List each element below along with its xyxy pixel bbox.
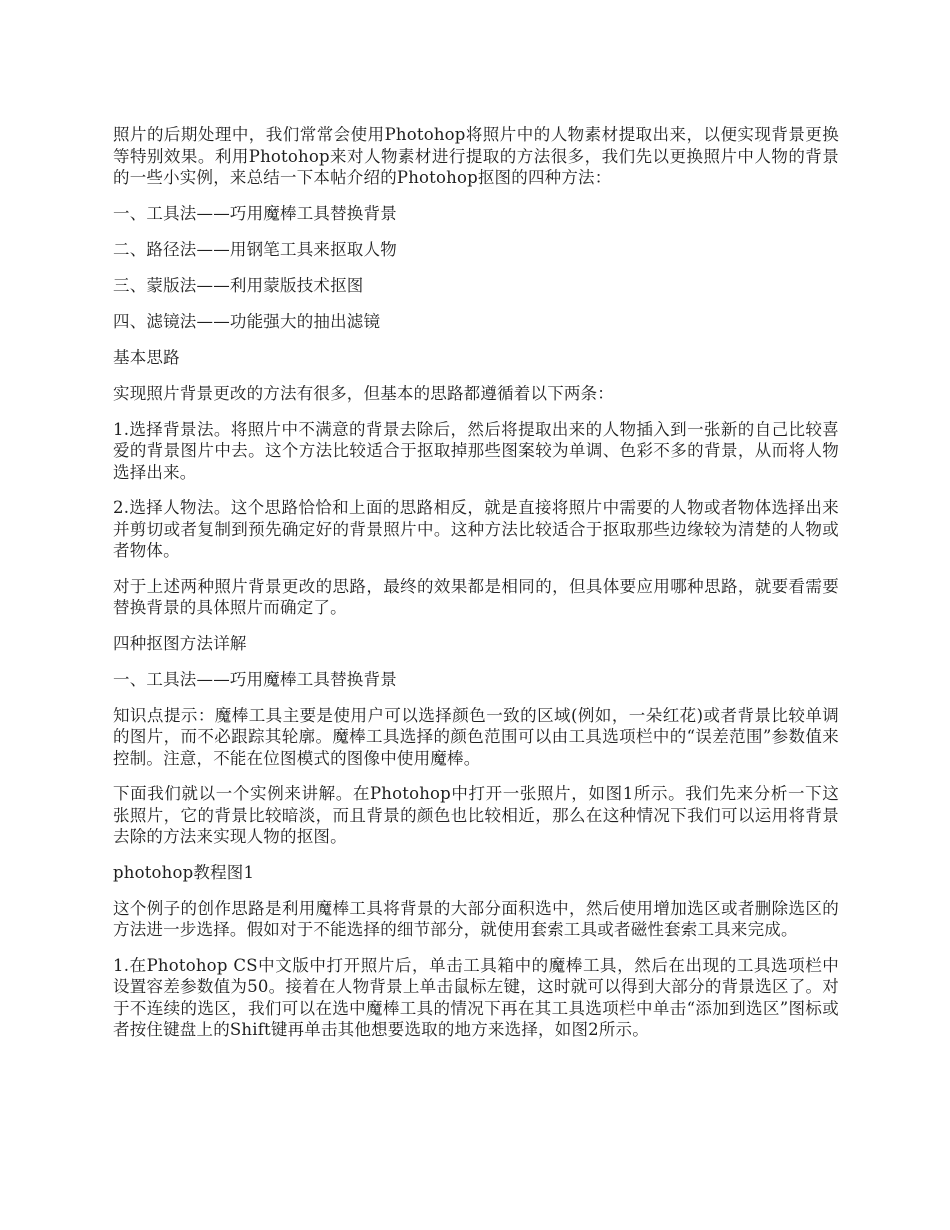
knowledge-tip-paragraph: 知识点提示：魔棒工具主要是使用户可以选择颜色一致的区域(例如，一朵红花)或者背景比较单调的图片，而不必跟踪其轮廓。魔棒工具选择的颜色范围可以由工具选项栏中的“误差范围”参数值来控制。注意，不能在位图模式的图像中使用魔棒。	[113, 705, 839, 768]
section-heading-methods-detail: 四种抠图方法详解	[113, 633, 247, 653]
subsection-heading-tool-method: 一、工具法——巧用魔棒工具替换背景	[113, 669, 397, 689]
select-person-paragraph: 2.选择人物法。这个思路恰恰和上面的思路相反，就是直接将照片中需要的人物或者物体选择出来并剪切或者复制到预先确定好的背景照片中。这种方法比较适合于抠取那些边缘较为清楚的人物或者物体。	[113, 498, 839, 560]
document-body	[113, 124, 839, 1055]
figure-caption: photohop教程图1	[113, 862, 255, 882]
example-intro-paragraph: 下面我们就以一个实例来讲解。在Photohop中打开一张照片，如图1所示。我们先来分析一下这张照片，它的背景比较暗淡，而且背景的颜色也比较相近，那么在这种情况下我们可以运用将背景去除的方法来实现人物的抠图。	[113, 784, 839, 846]
method-four-item: 四、滤镜法——功能强大的抽出滤镜	[113, 311, 381, 331]
section-heading-basic-idea: 基本思路	[113, 347, 180, 367]
creative-idea-paragraph: 这个例子的创作思路是利用魔棒工具将背景的大部分面积选中，然后使用增加选区或者删除选区的方法进一步选择。假如对于不能选择的细节部分，就使用套索工具或者磁性套索工具来完成。	[113, 898, 839, 939]
method-one-item: 一、工具法——巧用魔棒工具替换背景	[113, 203, 397, 223]
step-one-paragraph: 1.在Photohop CS中文版中打开照片后，单击工具箱中的魔棒工具，然后在出现的工具选项栏中设置容差参数值为50。接着在人物背景上单击鼠标左键，这时就可以得到大部分的背景选区了。对于不连续的选区，我们可以在选中魔棒工具的情况下再在其工具选项栏中单击“添加到选区”图标或者按住键盘上的Shift键再单击其他想要选取的地方来选择，如图2所示。	[113, 955, 839, 1039]
method-three-item: 三、蒙版法——利用蒙版技术抠图	[113, 275, 364, 295]
select-background-paragraph: 1.选择背景法。将照片中不满意的背景去除后，然后将提取出来的人物插入到一张新的自己比较喜爱的背景图片中去。这个方法比较适合于抠取掉那些图案较为单调、色彩不多的背景，从而将人物选择出来。	[113, 419, 839, 482]
method-two-item: 二、路径法——用钢笔工具来抠取人物	[113, 239, 397, 259]
intro-paragraph: 照片的后期处理中，我们常常会使用Photohop将照片中的人物素材提取出来，以便实现背景更换等特别效果。利用Photohop来对人物素材进行提取的方法很多，我们先以更换照片中人物的背景的一些小实例，来总结一下本帖介绍的Photohop抠图的四种方法：	[113, 125, 839, 187]
summary-paragraph: 对于上述两种照片背景更改的思路，最终的效果都是相同的，但具体要应用哪种思路，就要看需要替换背景的具体照片而确定了。	[113, 576, 839, 617]
basic-idea-paragraph: 实现照片背景更改的方法有很多，但基本的思路都遵循着以下两条：	[113, 383, 614, 403]
